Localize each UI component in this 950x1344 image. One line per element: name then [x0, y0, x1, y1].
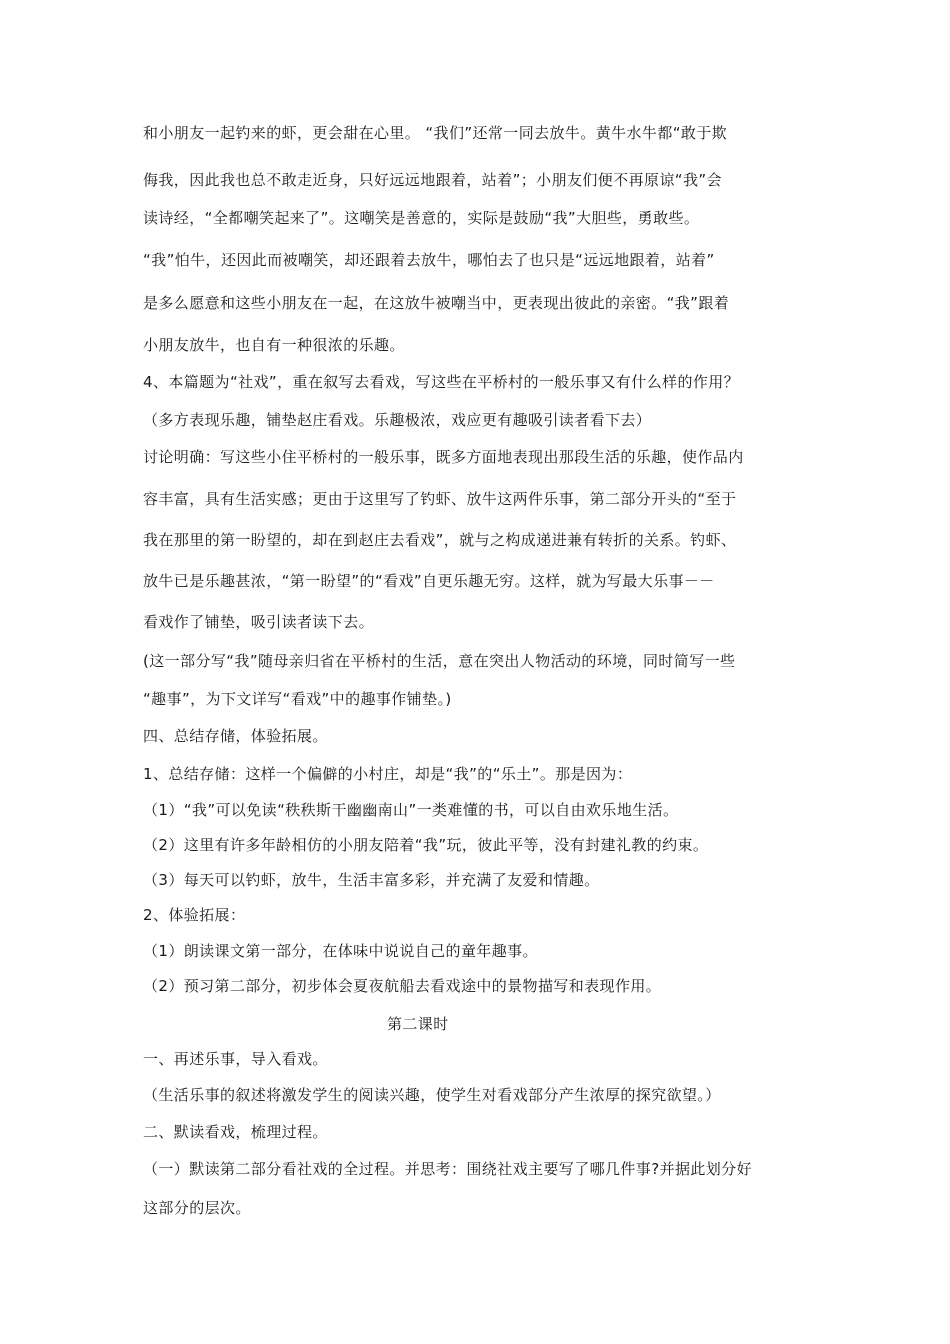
list-item: （2）这里有许多年龄相仿的小朋友陪着“我”玩，彼此平等，没有封建礼教的约束。: [143, 836, 709, 854]
text-line: 2、体验拓展：: [143, 906, 246, 924]
text-line: 看戏作了铺垫，吸引读者读下去。: [143, 613, 375, 631]
section-heading: 一、再述乐事，导入看戏。: [143, 1050, 328, 1068]
section-heading: 二、默读看戏，梳理过程。: [143, 1123, 328, 1141]
list-item: （3）每天可以钓虾，放牛，生活丰富多彩，并充满了友爱和情趣。: [143, 871, 600, 889]
text-line: 容丰富，具有生活实感；更由于这里写了钓虾、放牛这两件乐事，第二部分开头的“至于: [143, 490, 737, 508]
list-item: （2）预习第二部分，初步体会夏夜航船去看戏途中的景物描写和表现作用。: [143, 977, 662, 995]
text-line: 这部分的层次。: [143, 1199, 251, 1217]
text-line: 读诗经，“全都嘲笑起来了”。这嘲笑是善意的，实际是鼓励“我”大胆些，勇敢些。: [143, 209, 700, 227]
text-line: （一）默读第二部分看社戏的全过程。并思考：围绕社戏主要写了哪几件事?并据此划分好: [143, 1160, 752, 1178]
lesson-title: 第二课时: [387, 1015, 449, 1033]
section-heading: 四、总结存储，体验拓展。: [143, 727, 328, 745]
list-item: （1）朗读课文第一部分，在体味中说说自己的童年趣事。: [143, 942, 538, 960]
text-line: 侮我，因此我也总不敢走近身，只好远远地跟着，站着”；小朋友们便不再原谅“我”会: [143, 171, 722, 189]
text-line: 1、总结存储：这样一个偏僻的小村庄，却是“我”的“乐土”。那是因为：: [143, 765, 633, 783]
text-line: 放牛已是乐趣甚浓，“第一盼望”的“看戏”自更乐趣无穷。这样，就为写最大乐事－－: [143, 572, 715, 590]
text-line: （多方表现乐趣，铺垫赵庄看戏。乐趣极浓，戏应更有趣吸引读者看下去）: [143, 411, 652, 429]
text-line: 我在那里的第一盼望的，却在到赵庄去看戏”，就与之构成递进兼有转折的关系。钓虾、: [143, 531, 737, 549]
text-line: （生活乐事的叙述将激发学生的阅读兴趣，使学生对看戏部分产生浓厚的探究欲望。）: [143, 1086, 721, 1104]
text-line: “我”怕牛，还因此而被嘲笑，却还跟着去放牛，哪怕去了也只是“远远地跟着，站着”: [143, 251, 715, 269]
text-line: (这一部分写“我”随母亲归省在平桥村的生活，意在突出人物活动的环境，同时简写一些: [143, 652, 736, 670]
list-item: （1）“我”可以免读“秩秩斯干幽幽南山”一类难懂的书，可以自由欢乐地生活。: [143, 801, 679, 819]
text-line: 是多么愿意和这些小朋友在一起，在这放牛被嘲当中，更表现出彼此的亲密。“我”跟着: [143, 294, 730, 312]
text-line: “趣事”，为下文详写“看戏”中的趣事作铺垫。): [143, 690, 452, 708]
text-line: 小朋友放牛，也自有一种很浓的乐趣。: [143, 336, 405, 354]
question-line: 4、本篇题为“社戏”，重在叙写去看戏，写这些在平桥村的一般乐事又有什么样的作用？: [143, 373, 740, 391]
text-line: 讨论明确：写这些小住平桥村的一般乐事，既多方面地表现出那段生活的乐趣，使作品内: [143, 448, 744, 466]
text-line: 和小朋友一起钓来的虾，更会甜在心里。 “我们”还常一同去放牛。黄牛水牛都“敢于欺: [143, 124, 728, 142]
